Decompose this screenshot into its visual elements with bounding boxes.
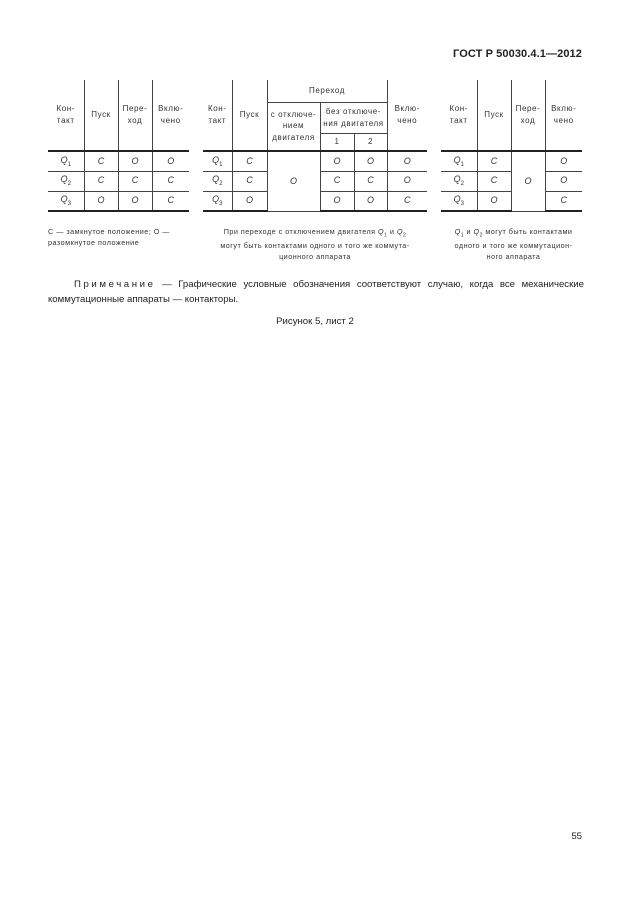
figure-note xyxy=(48,278,584,308)
header-transition: Пере- ход xyxy=(511,80,545,151)
cell-value: O xyxy=(387,151,427,171)
cell-value: C xyxy=(354,171,387,191)
figure-caption: Рисунок 5, лист 2 xyxy=(276,316,354,327)
cell-value: O xyxy=(320,191,354,211)
cell-value: C xyxy=(477,151,511,171)
cell-value: O xyxy=(84,191,118,211)
cell-value: O xyxy=(320,151,354,171)
header-contact: Кон- такт xyxy=(203,80,232,151)
header-on: Вклю- чено xyxy=(152,80,189,151)
header-on: Вклю- чено xyxy=(387,80,427,151)
contact-label: $Q_1$ xyxy=(441,151,477,171)
contact-label: $Q_3$ xyxy=(203,191,232,211)
note-text: — Графические условные обозначения соответствуют случаю, когда все механические коммутационные аппараты — контакторы. xyxy=(48,279,584,305)
switching-table-2 xyxy=(203,80,427,212)
header-transition: Пере- ход xyxy=(118,80,152,151)
note-label: Примечание xyxy=(74,279,156,290)
cell-value: O xyxy=(387,171,427,191)
table-row xyxy=(203,151,427,171)
header-on: Вклю- чено xyxy=(545,80,582,151)
table-3-legend: $Q_1$ и $Q_2$ могут быть контактами одного и того же коммутацион- ного аппарата xyxy=(454,227,573,262)
cell-value: O xyxy=(545,171,582,191)
document-header: ГОСТ Р 50030.4.1—2012 xyxy=(453,48,582,60)
cell-value: C xyxy=(320,171,354,191)
contact-label: $Q_1$ xyxy=(48,151,84,171)
cell-value: C xyxy=(387,191,427,211)
cell-value: O xyxy=(477,191,511,211)
contact-label: $Q_3$ xyxy=(441,191,477,211)
header-start: Пуск xyxy=(84,80,118,151)
header-without-disconnect: без отключе- ния двигателя xyxy=(320,102,387,133)
switching-table-1 xyxy=(48,80,189,212)
contact-label: $Q_3$ xyxy=(48,191,84,211)
cell-value: O xyxy=(545,151,582,171)
cell-value: O xyxy=(232,191,267,211)
table-row xyxy=(48,151,189,171)
contact-label: $Q_2$ xyxy=(203,171,232,191)
cell-value: O xyxy=(118,191,152,211)
cell-value: O xyxy=(354,191,387,211)
header-start: Пуск xyxy=(477,80,511,151)
cell-value: C xyxy=(232,151,267,171)
merged-cell-value: O xyxy=(511,151,545,211)
cell-value: C xyxy=(545,191,582,211)
header-col-2: 2 xyxy=(354,133,387,151)
header-transition: Переход xyxy=(267,80,387,102)
page-number: 55 xyxy=(571,831,582,842)
cell-value: C xyxy=(152,171,189,191)
cell-value: O xyxy=(118,151,152,171)
cell-value: C xyxy=(232,171,267,191)
cell-value: O xyxy=(152,151,189,171)
table-row xyxy=(48,191,189,211)
merged-cell-value: O xyxy=(267,151,320,211)
cell-value: C xyxy=(477,171,511,191)
switching-table-3 xyxy=(441,80,582,212)
header-contact: Кон- такт xyxy=(48,80,84,151)
cell-value: C xyxy=(84,151,118,171)
header-contact: Кон- такт xyxy=(441,80,477,151)
table-2-legend: При переходе с отключением двигателя $Q_1$ и $Q_2$ могут быть контактами одного и того же коммута- ционного аппарата xyxy=(220,227,410,262)
contact-label: $Q_2$ xyxy=(441,171,477,191)
table-row xyxy=(48,171,189,191)
header-with-disconnect: с отключе- нием двигателя xyxy=(267,102,320,151)
header-col-1: 1 xyxy=(320,133,354,151)
contact-label: $Q_1$ xyxy=(203,151,232,171)
header-start: Пуск xyxy=(232,80,267,151)
table-1-legend: C — замкнутое положение; O — разомкнутое положение xyxy=(48,227,170,248)
cell-value: C xyxy=(152,191,189,211)
table-row xyxy=(441,151,582,171)
cell-value: O xyxy=(354,151,387,171)
cell-value: C xyxy=(118,171,152,191)
contact-label: $Q_2$ xyxy=(48,171,84,191)
cell-value: C xyxy=(84,171,118,191)
